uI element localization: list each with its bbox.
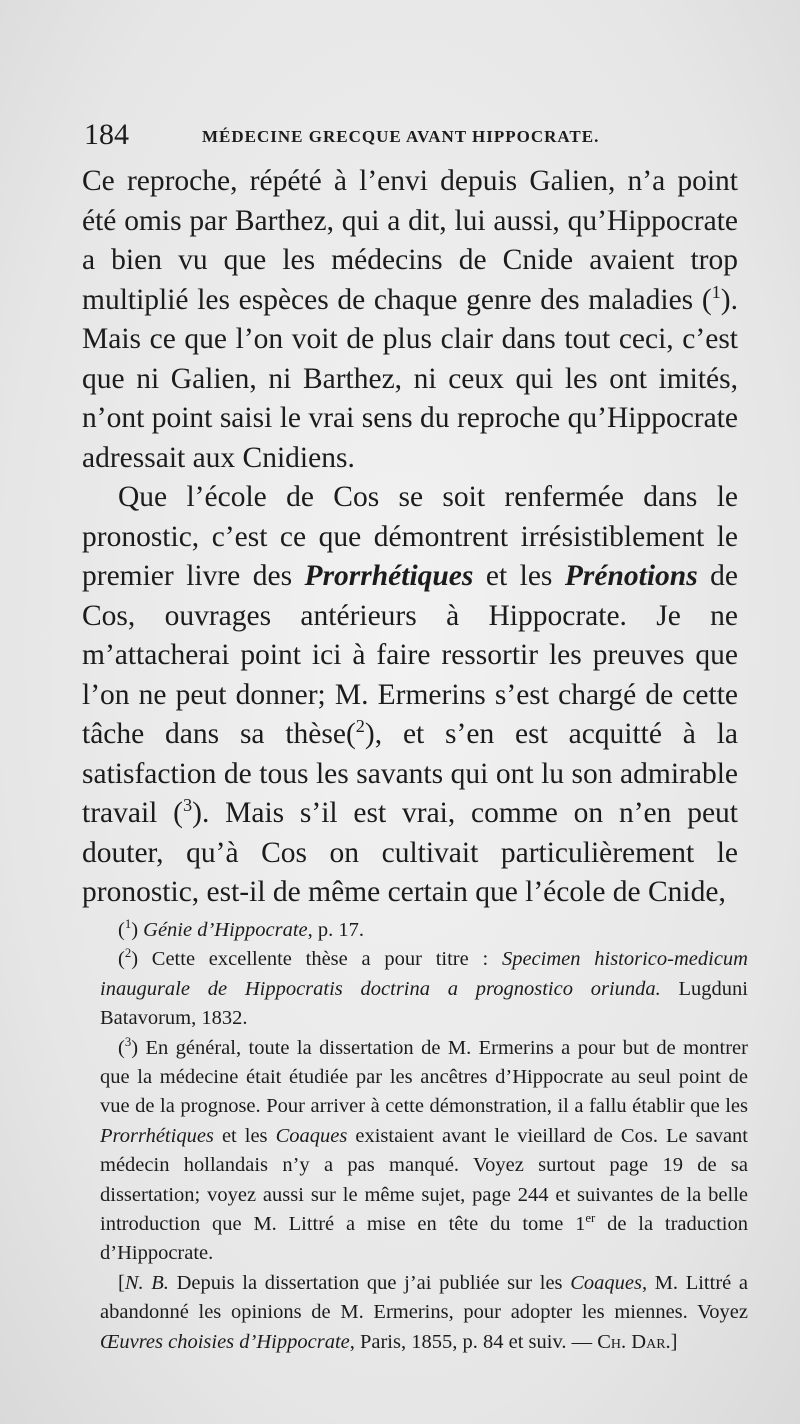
- nb-label: N. B.: [124, 1271, 169, 1294]
- main-text: [82, 162, 738, 913]
- running-head: MÉDECINE GRECQUE AVANT HIPPOCRATE.: [202, 127, 600, 146]
- page-number: 184: [84, 118, 129, 151]
- paragraph-1: Ce reproche, répété à l’envi depuis Galien, n’a point été omis par Barthez, qui a dit, lui aussi, qu’Hippocrate a bien vu que les médecins de Cnide avaient trop multiplié les espèces de chaque genre des maladies ($^1$). Mais ce que l’on voit de plus clair dans tout ceci, c’est que ni Galien, ni Barthez, ni ceux qui les ont imités, n’ont point saisi le vrai sens du reproche qu’Hippocrate adressait aux Cnidiens.: [82, 165, 738, 474]
- footnote-1: ($^1$) Génie d’Hippocrate, p. 17.: [118, 917, 365, 941]
- footnote-ref-3: 3: [182, 795, 193, 816]
- italic-title: Prorrhétiques: [304, 560, 474, 592]
- footnotes: [100, 916, 748, 1357]
- signature: Ch. Dar.: [597, 1330, 671, 1353]
- footnote-ref-1: 1: [711, 281, 721, 302]
- footnote-3: ($^3$) En général, toute la dissertation de M. Ermerins a pour but de montrer que la médecine était étudiée par les ancêtres d’Hippocrate au seul point de vue de la prognose. Pour arriver à cette démonstration, il a fallu établir que les Prorrhétiques et les Coaques existaient avant le vieillard de Cos. Le savant médecin hollandais n’y a pas manqué. Voyez surtout page 19 de sa dissertation; voyez aussi sur le même sujet, page 244 et suivantes de la belle introduction que M. Littré a mise en tête du tome 1er de la traduction d’Hippocrate.: [100, 1034, 748, 1265]
- footnote-ref-2: 2: [355, 716, 365, 737]
- paragraph-2: Que l’école de Cos se soit renfermée dans le pronostic, c’est ce que démontrent irrésistiblement le premier livre des Prorrhétiques et les Prénotions de Cos, ouvrages antérieurs à Hippocrate. Je ne m’attacherai point ici à faire ressortir les preuves que l’on ne peut donner; M. Ermerins s’est chargé de cette tâche dans sa thèse($^2$), et s’en est acquitté à la satisfaction de tous les savants qui ont lu son admirable travail ($^3$). Mais s’il est vrai, comme on n’en peut douter, qu’à Cos on cultivait particulièrement le pronostic, est-il de même certain que l’école de Cnide,: [82, 481, 738, 908]
- nota-bene: [N. B. Depuis la dissertation que j’ai publiée sur les Coaques, M. Littré a abandonné les opinions de M. Ermerins, pour adopter les miennes. Voyez Œuvres choisies d’Hippocrate, Paris, 1855, p. 84 et suiv. — Ch. Dar.]: [100, 1271, 748, 1353]
- footnote-2: ($^2$) Cette excellente thèse a pour titre : Specimen historico-medicum inaugurale de Hippocratis doctrina a prognostico oriunda. Lugduni Batavorum, 1832.: [100, 946, 749, 1030]
- italic-title: Prénotions: [564, 560, 698, 592]
- page-header: [84, 118, 724, 158]
